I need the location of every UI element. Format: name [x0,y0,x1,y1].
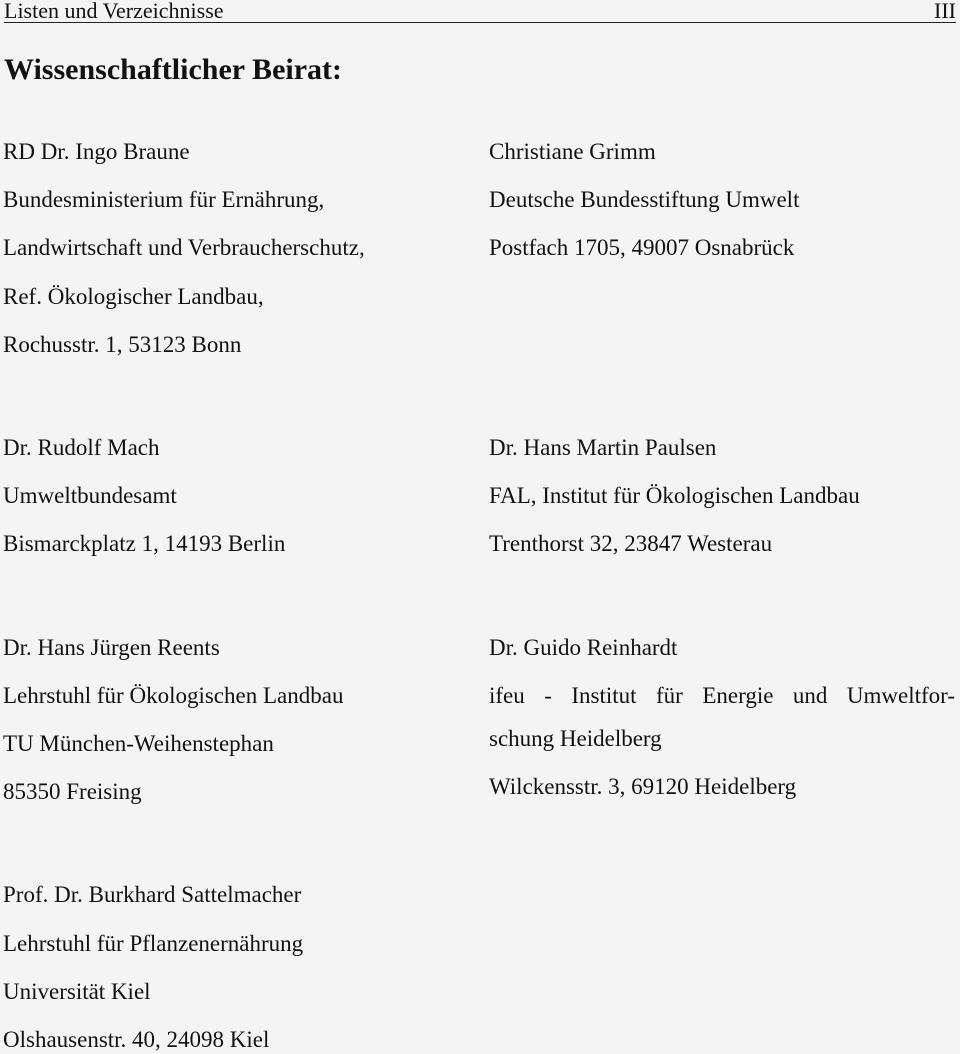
member-address-line: Universität Kiel [3,979,151,1004]
running-header-title: Listen und Verzeichnisse [4,0,224,23]
member-address-line: Bundesministerium für Ernährung, [3,187,325,212]
member-address-line: Lehrstuhl für Pflanzenernährung [3,931,304,956]
member-address-line: Trenthorst 32, 23847 Westerau [489,531,773,556]
member-address-line: Ref. Ökologischer Landbau, [3,284,264,309]
member-address-line: ifeu - Institut für Energie und Umweltfor- [489,683,955,708]
member-name: Dr. Guido Reinhardt [489,635,678,660]
member-name: Dr. Rudolf Mach [3,435,160,460]
member-address-line: Landwirtschaft und Verbraucherschutz, [3,235,365,260]
member-name: Prof. Dr. Burkhard Sattelmacher [3,882,302,907]
member-address-line: 85350 Freising [3,779,142,804]
page-header [4,0,956,23]
member-address-line: Bismarckplatz 1, 14193 Berlin [3,531,286,556]
member-address-line: Postfach 1705, 49007 Osnabrück [489,235,795,260]
member-address-line: Rochusstr. 1, 53123 Bonn [3,332,242,357]
member-address-line: Wilckensstr. 3, 69120 Heidelberg [489,774,797,799]
member-name: Dr. Hans Jürgen Reents [3,635,220,660]
member-name: RD Dr. Ingo Braune [3,139,190,164]
page-number: III [934,0,956,23]
member-name: Christiane Grimm [489,139,656,164]
member-address-line: TU München-Weihenstephan [3,731,274,756]
member-address-line: Umweltbundesamt [3,483,177,508]
member-name: Dr. Hans Martin Paulsen [489,435,717,460]
section-title: Wissenschaftlicher Beirat: [4,53,343,86]
member-address-line: Lehrstuhl für Ökologischen Landbau [3,683,344,708]
member-address-line: schung Heidelberg [489,726,662,751]
member-address-line: Deutsche Bundesstiftung Umwelt [489,187,800,212]
member-address-line: Olshausenstr. 40, 24098 Kiel [3,1027,270,1052]
member-address-line: FAL, Institut für Ökologischen Landbau [489,483,860,508]
